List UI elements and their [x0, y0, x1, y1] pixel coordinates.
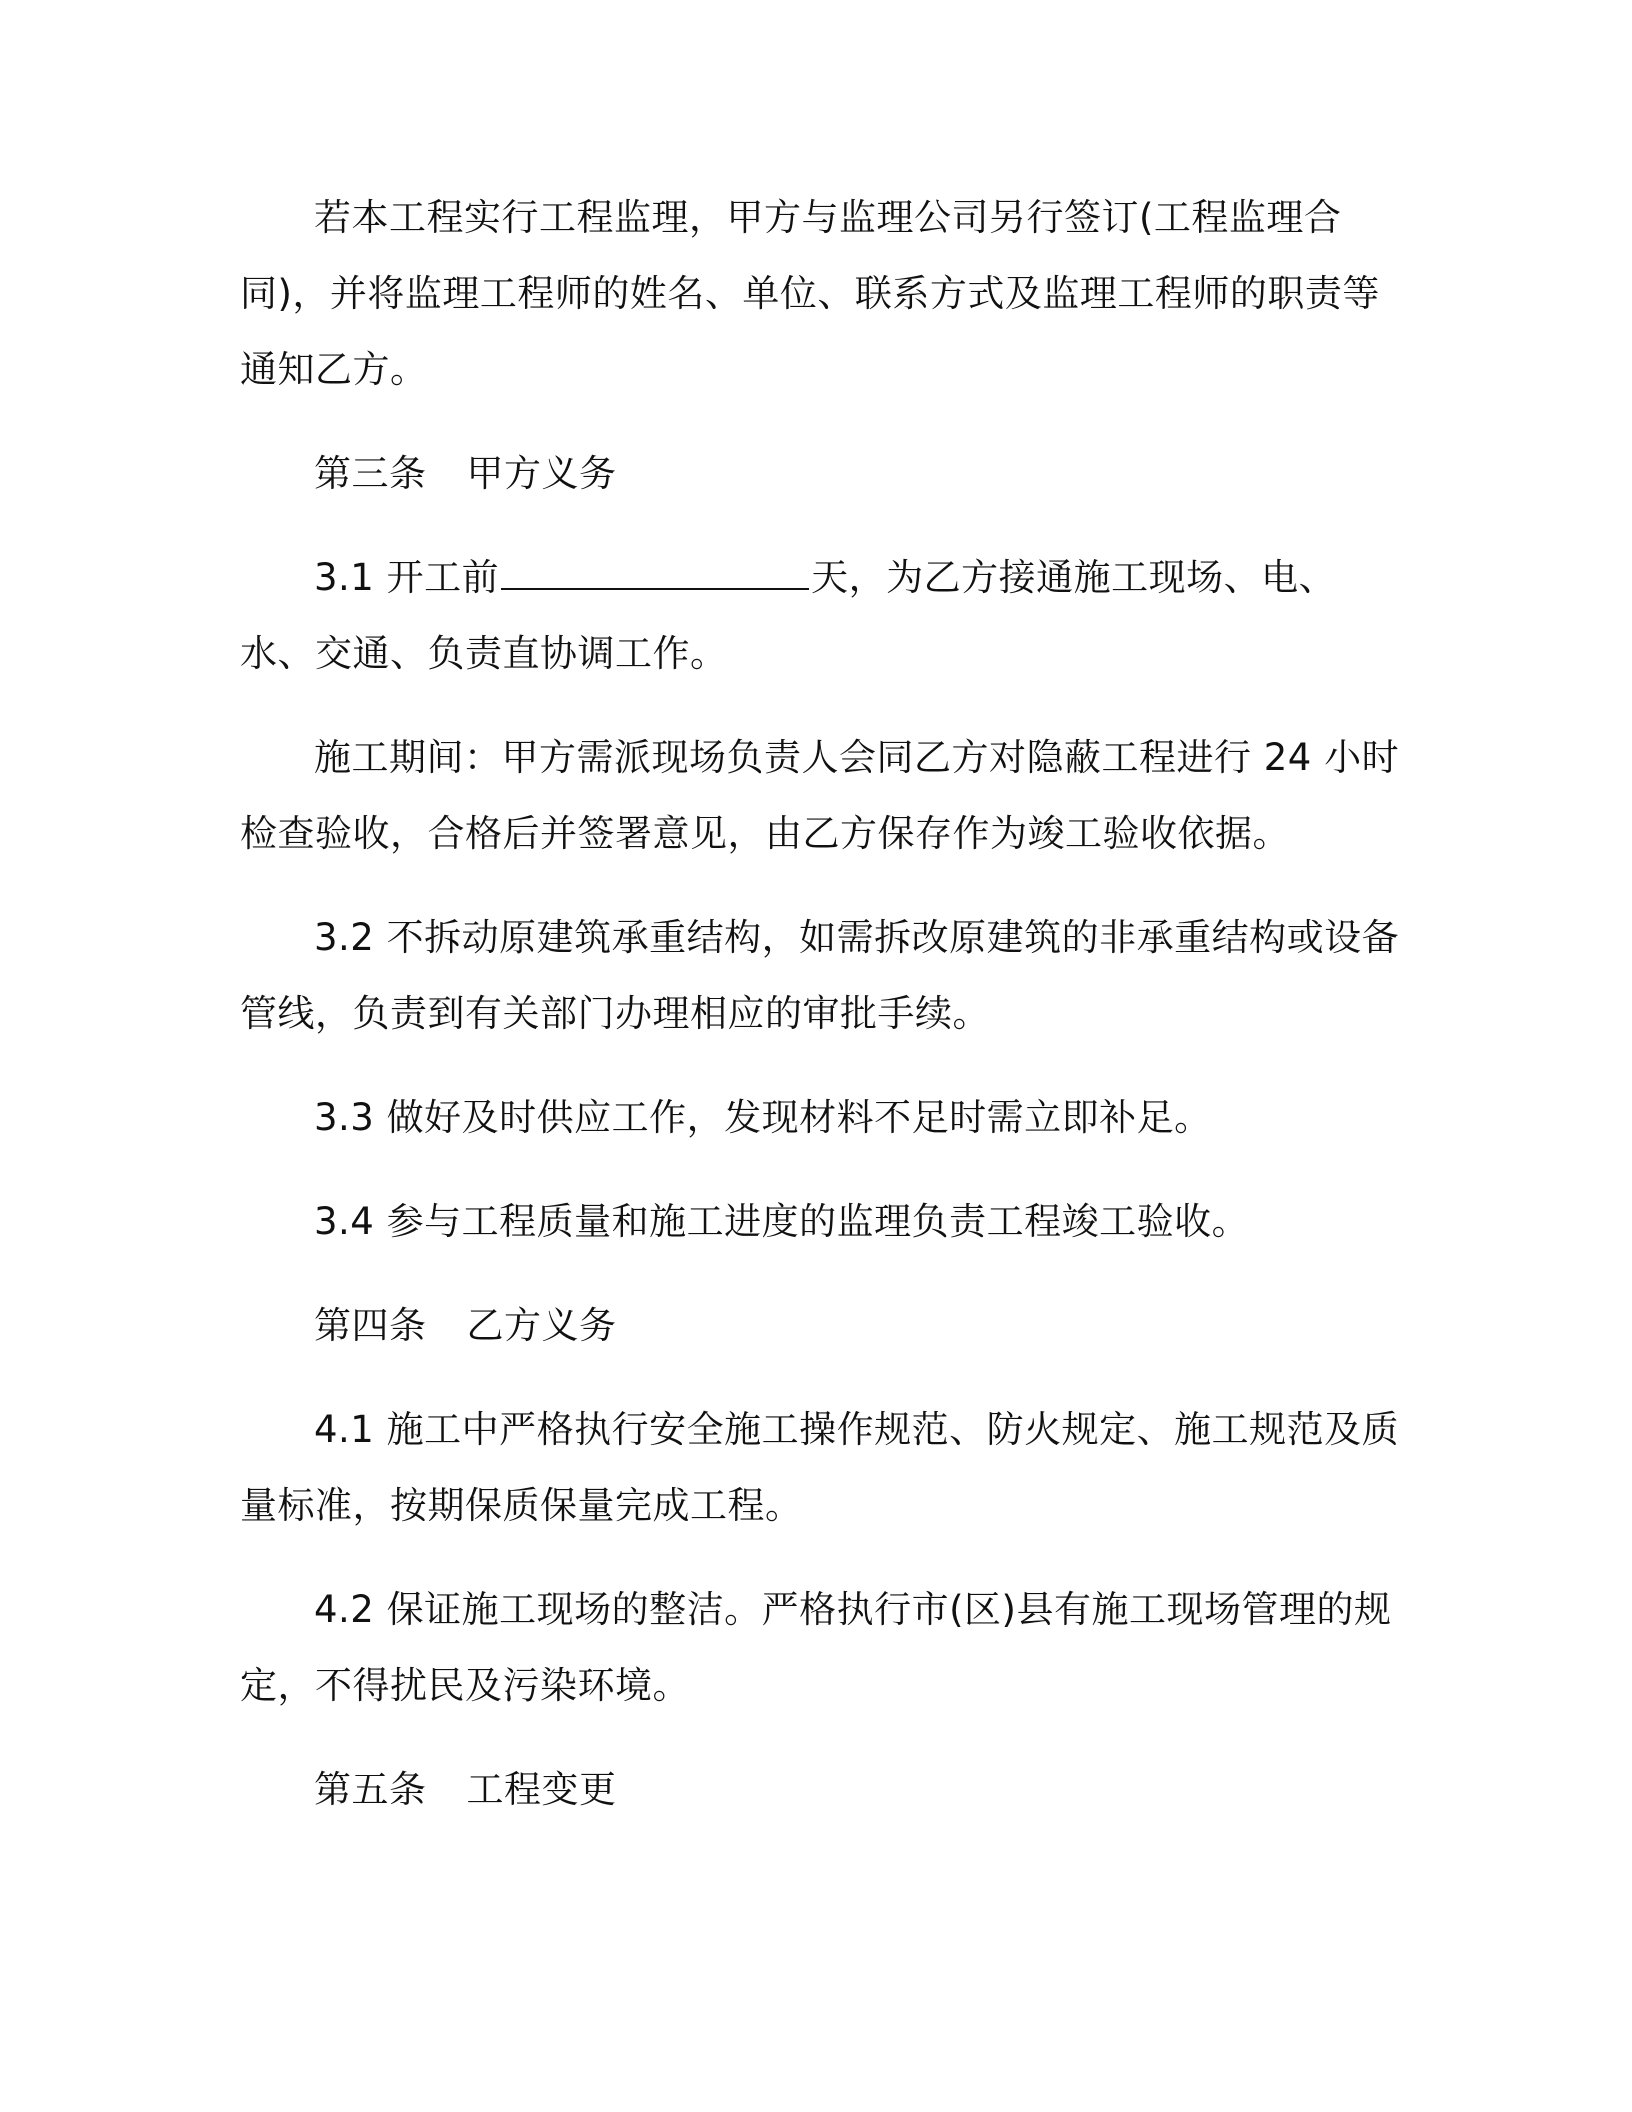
article-3-title: 甲方义务 — [466, 452, 617, 495]
clause-3-2: 3.2 不拆动原建筑承重结构，如需拆改原建筑的非承重结构或设备管线，负责到有关部门办理相应的审批手续。 — [240, 916, 1400, 1035]
article-5-title: 工程变更 — [466, 1768, 617, 1811]
paragraph-construction-period: 施工期间：甲方需派现场负责人会同乙方对隐蔽工程进行 24 小时检查验收，合格后并签署意见，由乙方保存作为竣工验收依据。 — [240, 736, 1400, 855]
article-5-heading — [240, 1752, 1400, 1828]
article-5-number: 第五条 — [314, 1768, 427, 1811]
article-4-heading — [240, 1288, 1400, 1364]
clause-4-2: 4.2 保证施工现场的整洁。严格执行市(区)县有施工现场管理的规定，不得扰民及污染环境。 — [240, 1588, 1392, 1707]
article-4-number: 第四条 — [314, 1304, 427, 1347]
clause-3-4: 3.4 参与工程质量和施工进度的监理负责工程竣工验收。 — [314, 1200, 1250, 1243]
paragraph-supervision: 若本工程实行工程监理，甲方与监理公司另行签订(工程监理合同)，并将监理工程师的姓名、单位、联系方式及监理工程师的职责等通知乙方。 — [240, 196, 1380, 391]
clause-3-1-prefix: 3.1 开工前 — [314, 556, 500, 599]
clause-3-3: 3.3 做好及时供应工作，发现材料不足时需立即补足。 — [314, 1096, 1212, 1139]
clause-3-1-suffix: 天，为乙方接通施工现场、电、水、交通、负责直协调工作。 — [240, 556, 1337, 675]
clause-3-1 — [240, 540, 1400, 692]
document-body — [240, 180, 1400, 1856]
article-3-heading — [240, 436, 1400, 512]
article-4-title: 乙方义务 — [466, 1304, 617, 1347]
article-3-number: 第三条 — [314, 452, 427, 495]
fill-in-blank-days — [501, 558, 809, 590]
clause-4-1: 4.1 施工中严格执行安全施工操作规范、防火规定、施工规范及质量标准，按期保质保量完成工程。 — [240, 1408, 1400, 1527]
